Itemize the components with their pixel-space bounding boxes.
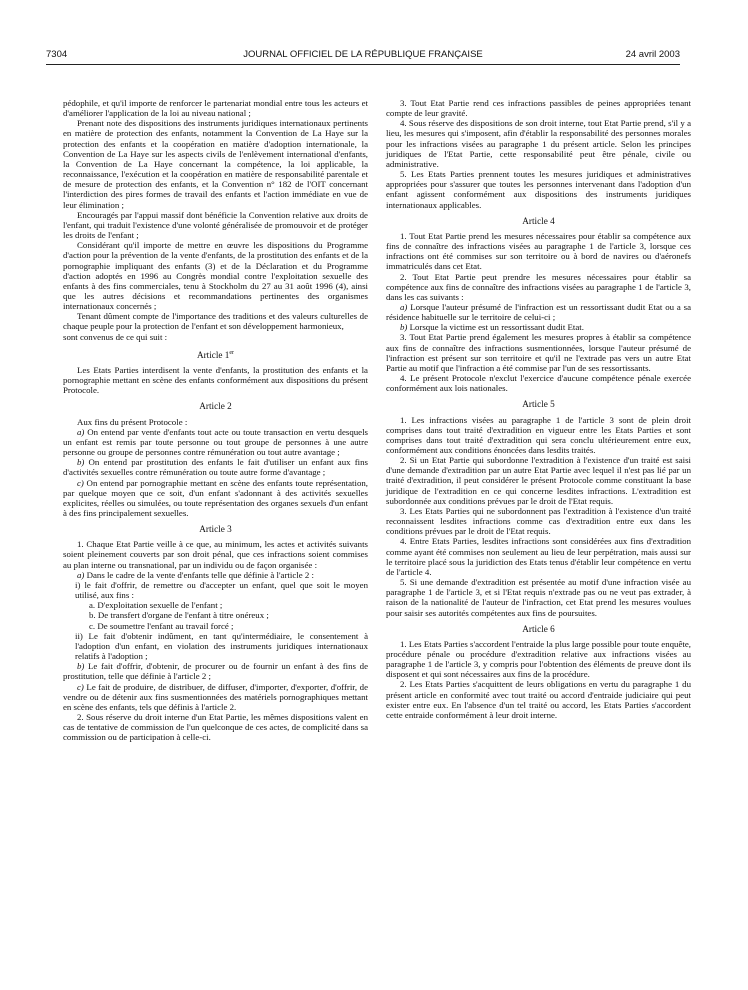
paragraph: b) Lorsque la victime est un ressortissant dudit Etat. [400, 322, 584, 333]
paragraph: b) Le fait d'offrir, d'obtenir, de procurer ou de fournir un enfant à des fins de prostitution, telle que définie à l'article 2 ; [63, 661, 368, 682]
article-heading: Article 1er [196, 349, 235, 360]
left-column [63, 98, 368, 742]
paragraph: a) On entend par vente d'enfants tout acte ou toute transaction en vertu desquels un enfant est remis par toute personne ou tout groupe de personnes à une autre personne ou groupe de personnes contre rémunération ou tout autre avantage ; [63, 426, 368, 458]
paragraph: 4. Entre Etats Parties, lesdites infractions sont considérées aux fins d'extradition comme ayant été commises non seulement au lieu de leur perpétration, mais aussi sur le territoire placé sous la juridiction des Etats tenus d'établir leur compétence en vertu de l'article 4. [386, 536, 691, 577]
right-column [386, 98, 691, 720]
paragraph: c. De soumettre l'enfant au travail forcé ; [89, 620, 234, 631]
paragraph: pédophile, et qu'il importe de renforcer le partenariat mondial entre tous les acteurs et d'améliorer l'application de la loi au niveau national ; [63, 98, 368, 119]
paragraph: 5. Si une demande d'extradition est présentée au motif d'une infraction visée au paragraphe 1 de l'article 3, et si l'Etat requis n'extrade pas ou ne veut pas extrader, à raison de la nationalité de l'auteur de l'infraction, cet Etat prend les mesures voulues pour saisir ses autorités compétentes aux fins de poursuites. [386, 577, 691, 618]
publication-date: 24 avril 2003 [625, 49, 680, 60]
paragraph: c) On entend par pornographie mettant en scène des enfants toute représentation, par quelque moyen que ce soit, d'un enfant s'adonnant à des activités sexuelles explicites, réelles ou simulées, ou toute représentation des organes sexuels d'un enfant à des fins principalement sexuelles. [63, 477, 368, 518]
article-heading: Article 3 [199, 524, 232, 535]
header-rule [46, 64, 680, 65]
article-heading: Article 4 [522, 215, 555, 226]
paragraph: 1. Les Etats Parties s'accordent l'entraide la plus large possible pour toute enquête, procédure pénale ou procédure d'extradition relative aux infractions visées au paragraphe 1 de l'article 3, y compris pour l'obtention des éléments de preuve dont ils disposent et qui sont nécessaires aux fins de la procédure. [386, 638, 691, 680]
page-number: 7304 [46, 49, 68, 60]
page-header [46, 49, 680, 63]
paragraph: Encouragés par l'appui massif dont bénéficie la Convention relative aux droits de l'enfant, qui traduit l'existence d'une volonté généralisée de promouvoir et de protéger les droits de l'enfant ; [63, 209, 368, 241]
paragraph: 2. Tout Etat Partie peut prendre les mesures nécessaires pour établir sa compétence aux fins de connaître des infractions visées au paragraphe 1 de l'article 3, dans les cas suivants : [386, 271, 691, 302]
paragraph: b) On entend par prostitution des enfants le fait d'utiliser un enfant aux fins d'activités sexuelles contre rémunération ou toute autre forme d'avantage ; [63, 457, 368, 478]
paragraph: 2. Sous réserve du droit interne d'un Etat Partie, les mêmes dispositions valent en cas de tentative de commission de l'un quelconque de ces actes, de complicité dans sa commission ou de participation à celle-ci. [63, 711, 368, 743]
paragraph: i) le fait d'offrir, de remettre ou d'accepter un enfant, quel que soit le moyen utilisé, aux fins : [75, 579, 368, 601]
paragraph: a) Dans le cadre de la vente d'enfants telle que définie à l'article 2 : [77, 569, 314, 580]
paragraph: 3. Tout Etat Partie rend ces infractions passibles de peines appropriées tenant compte de leur gravité. [386, 98, 691, 119]
paragraph: sont convenus de ce qui suit : [63, 331, 168, 342]
paragraph: 2. Si un Etat Partie qui subordonne l'extradition à l'existence d'un traité est saisi d'une demande d'extradition par un autre Etat Partie avec lequel il n'est pas lié par un traité d'extradition, il peut considérer le présent Protocole comme constituant la base juridique de l'extradition en ce qui concerne lesdites infractions. L'extradition est subordonnée aux conditions prévues par le droit de l'Etat requis. [386, 455, 691, 506]
paragraph: 4. Sous réserve des dispositions de son droit interne, tout Etat Partie prend, s'il y a lieu, les mesures qui s'imposent, afin d'établir la responsabilité des personnes morales pour les infractions visées au paragraphe 1 du présent article. Selon les principes juridiques de l'Etat Partie, cette responsabilité peut être pénale, civile ou administrative. [386, 118, 691, 169]
article-heading: Article 5 [522, 399, 555, 410]
paragraph: a. D'exploitation sexuelle de l'enfant ; [89, 600, 223, 611]
article-heading: Article 6 [522, 623, 555, 634]
paragraph: 1. Tout Etat Partie prend les mesures nécessaires pour établir sa compétence aux fins de connaître des infractions visées au paragraphe 1 de l'article 3, lorsque ces infractions ont été commises sur son territoire ou à bord de navires ou d'aéronefs immatriculés dans cet Etat. [386, 230, 691, 272]
paragraph: ii) Le fait d'obtenir indûment, en tant qu'intermédiaire, le consentement à l'adoption d'un enfant, en violation des instruments juridiques internationaux relatifs à l'adoption ; [75, 630, 368, 662]
journal-title: JOURNAL OFFICIEL DE LA RÉPUBLIQUE FRANÇAISE [243, 49, 483, 60]
paragraph: b. De transfert d'organe de l'enfant à titre onéreux ; [89, 610, 269, 621]
paragraph: 1. Chaque Etat Partie veille à ce que, au minimum, les actes et activités suivants soient pleinement couverts par son droit pénal, que ces infractions soient commises au plan interne ou transnational, par un individu ou de façon organisée : [63, 539, 368, 570]
paragraph: 3. Les Etats Parties qui ne subordonnent pas l'extradition à l'existence d'un traité reconnaissent lesdites infractions comme cas d'extradition entre eux dans les conditions prévues par le droit de l'Etat requis. [386, 505, 691, 537]
paragraph: Considérant qu'il importe de mettre en œuvre les dispositions du Programme d'action pour la prévention de la vente d'enfants, de la prostitution des enfants et de la pornographie impliquant des enfants (3) et de la Déclaration et du Programme d'action adoptés en 1996 au Congrès mondial contre l'exploitation sexuelle des enfants à des fins commerciales, tenu à Stockholm du 27 au 31 août 1996 (4), ainsi que les autres décisions et recommandations pertinentes des organismes internationaux concernés ; [63, 240, 368, 312]
paragraph: 3. Tout Etat Partie prend également les mesures propres à établir sa compétence aux fins de connaître des infractions susmentionnées, lorsque l'auteur présumé de l'infraction est présent sur son territoire et qu'il ne l'extrade pas vers un autre Etat Partie au motif que l'infraction a été commise par l'un de ses ressortissants. [386, 332, 691, 373]
paragraph: Les Etats Parties interdisent la vente d'enfants, la prostitution des enfants et la pornographie mettant en scène des enfants conformément aux dispositions du présent Protocole. [63, 364, 368, 396]
paragraph: c) Le fait de produire, de distribuer, de diffuser, d'importer, d'exporter, d'offrir, de vendre ou de détenir aux fins susmentionnées des matériels pornographiques mettant en scène des enfants, tels que définis à l'article 2. [63, 681, 368, 712]
paragraph: Prenant note des dispositions des instruments juridiques internationaux pertinents en matière de protection des enfants, notamment la Convention de La Haye sur la protection des enfants et la coopération en matière d'adoption internationale, la Convention de La Haye sur les aspects civils de l'enlèvement international d'enfants, la Convention de La Haye concernant la compétence, la loi applicable, la reconnaissance, l'exécution et la coopération en matière de responsabilité parentale et de mesure de protection des enfants, et la Convention n° 182 de l'OIT concernant l'interdiction des pires formes de travail des enfants et l'action immédiate en vue de leur élimination ; [63, 118, 368, 210]
paragraph: 4. Le présent Protocole n'exclut l'exercice d'aucune compétence pénale exercée conformément aux lois nationales. [386, 373, 691, 394]
paragraph: 2. Les Etats Parties s'acquittent de leurs obligations en vertu du paragraphe 1 du présent article en conformité avec tout traité ou accord d'entraide judiciaire qui peut exister entre eux. En l'absence d'un tel traité ou accord, les Etats Parties s'accordent cette entraide conformément à leur droit interne. [386, 679, 691, 720]
paragraph: 5. Les Etats Parties prennent toutes les mesures juridiques et administratives appropriées pour s'assurer que toutes les personnes intervenant dans l'adoption d'un enfant agissent conformément aux dispositions des instruments juridiques internationaux applicables. [386, 169, 691, 210]
paragraph: Aux fins du présent Protocole : [77, 416, 188, 427]
paragraph: a) Lorsque l'auteur présumé de l'infraction est un ressortissant dudit Etat ou a sa résidence habituelle sur le territoire de celui-ci ; [386, 301, 691, 323]
paragraph: 1. Les infractions visées au paragraphe 1 de l'article 3 sont de plein droit comprises dans tout traité d'extradition en vigueur entre les Etats Parties et sont comprises dans tout traité d'extradition qui sera conclu ultérieurement entre eux, conformément aux conditions énoncées dans lesdits traités. [386, 414, 691, 455]
article-heading: Article 2 [199, 401, 232, 412]
paragraph: Tenant dûment compte de l'importance des traditions et des valeurs culturelles de chaque peuple pour la protection de l'enfant et son développement harmonieux, [63, 311, 368, 332]
